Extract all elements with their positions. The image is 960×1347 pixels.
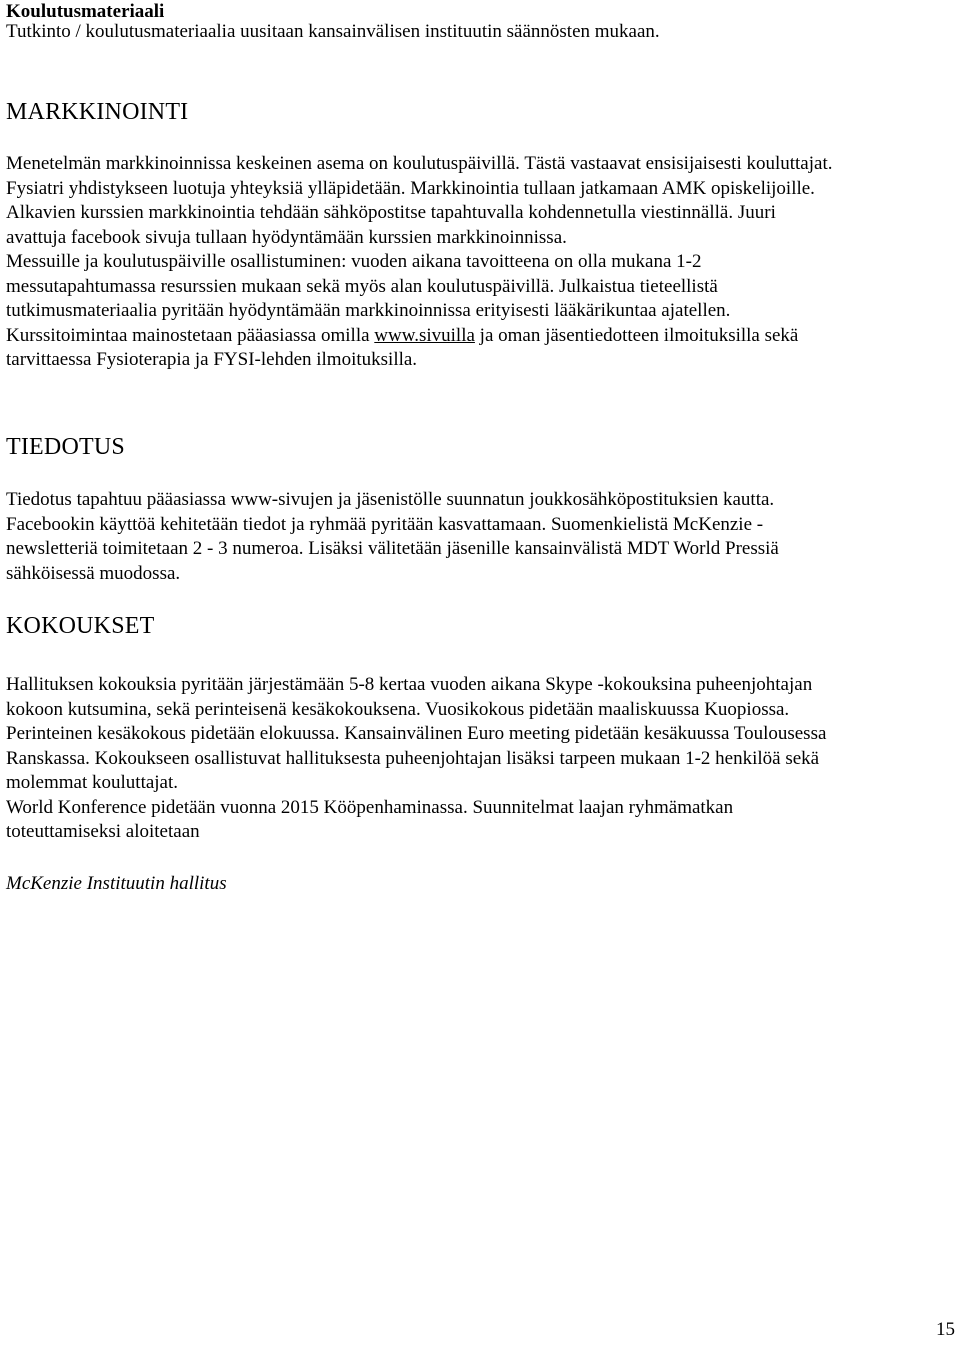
paragraph-line: tutkimusmateriaalia pyritään hyödyntämään markkinoinnissa erityisesti lääkärikuntaa ajatellen. <box>6 300 731 321</box>
heading-kokoukset: KOKOUKSET <box>6 613 155 639</box>
paragraph-line: toteuttamiseksi aloitetaan <box>6 821 200 842</box>
signature: McKenzie Instituutin hallitus <box>6 873 227 894</box>
paragraph-line: Facebookin käyttöä kehitetään tiedot ja ryhmää pyritään kasvattamaan. Suomenkielistä McKenzie - <box>6 513 764 535</box>
heading-markkinointi: MARKKINOINTI <box>6 99 189 125</box>
markkinointi-paragraph <box>6 152 951 373</box>
paragraph-line: Alkavien kurssien markkinointia tehdään sähköpostitse tapahtuvalla kohdennetulla viestinnällä. Juuri <box>6 202 776 223</box>
heading-tiedotus: TIEDOTUS <box>6 434 125 460</box>
paragraph-line: avattuja facebook sivuja tullaan hyödyntämään kurssien markkinoinnissa. <box>6 226 567 248</box>
paragraph-line: messutapahtumassa resurssien mukaan sekä myös alan koulutuspäivillä. Julkaistua tieteellistä <box>6 275 718 297</box>
paragraph-line: newsletteriä toimitetaan 2 - 3 numeroa. Lisäksi välitetään jäsenille kansainvälistä MDT World Pressiä <box>6 538 779 559</box>
tiedotus-paragraph <box>6 488 951 586</box>
intro-paragraph <box>6 20 951 45</box>
page-number: 15 <box>936 1318 955 1340</box>
kokoukset-paragraph <box>6 673 951 845</box>
paragraph-line: sähköisessä muodossa. <box>6 562 181 584</box>
website-link[interactable]: www.sivuilla <box>374 324 475 346</box>
paragraph-line: molemmat kouluttajat. <box>6 772 179 793</box>
paragraph-line: Hallituksen kokouksia pyritään järjestämään 5-8 kertaa vuoden aikana Skype -kokouksina puheenjohtajan <box>6 674 813 695</box>
paragraph-line: Tiedotus tapahtuu pääasiassa www-sivujen ja jäsenistölle suunnatun joukkosähköpostituksien kautta. <box>6 489 775 510</box>
paragraph-line: Fysiatri yhdistykseen luotuja yhteyksiä ylläpidetään. Markkinointia tullaan jatkamaan AMK opiskelijoille. <box>6 177 815 199</box>
paragraph-line: tarvittaessa Fysioterapia ja FYSI-lehden ilmoituksilla. <box>6 349 418 370</box>
paragraph-line: Messuille ja koulutuspäiville osallistuminen: vuoden aikana tavoitteena on olla mukana 1-2 <box>6 251 702 272</box>
paragraph-line: Menetelmän markkinoinnissa keskeinen asema on koulutuspäivillä. Tästä vastaavat ensisijaisesti kouluttajat. <box>6 153 833 174</box>
paragraph-line: Ranskassa. Kokoukseen osallistuvat hallituksesta puheenjohtajan lisäksi tarpeen mukaan 1-2 henkilöä sekä <box>6 747 820 769</box>
paragraph-line: Perinteinen kesäkokous pidetään elokuussa. Kansainvälinen Euro meeting pidetään kesäkuussa Toulousessa <box>6 723 827 744</box>
paragraph-line <box>6 324 951 349</box>
paragraph-line: kokoon kutsumina, sekä perinteisenä kesäkokouksena. Vuosikokous pidetään maaliskuussa Kuopiossa. <box>6 698 790 720</box>
paragraph-line: World Konference pidetään vuonna 2015 Kööpenhaminassa. Suunnitelmat laajan ryhmämatkan <box>6 796 734 818</box>
page-title: Koulutusmateriaali <box>6 1 165 22</box>
line-text: ja oman jäsentiedotteen ilmoituksilla sekä <box>474 324 799 346</box>
intro-text: Tutkinto / koulutusmateriaalia uusitaan kansainvälisen instituutin säännösten mukaan. <box>6 21 660 42</box>
line-text: Kurssitoimintaa mainostetaan pääasiassa omilla <box>6 324 375 346</box>
